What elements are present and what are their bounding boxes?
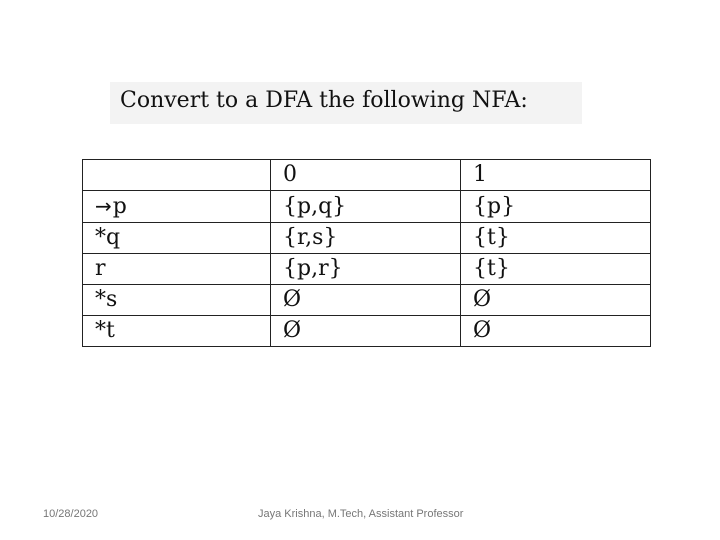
state-cell: *q	[83, 223, 271, 254]
table-row	[83, 223, 651, 254]
table-row	[83, 191, 651, 223]
transition-cell-0: Ø	[271, 316, 461, 347]
state-cell: *s	[83, 285, 271, 316]
header-cell-input-0: 0	[271, 160, 461, 191]
slide-title: Convert to a DFA the following NFA:	[120, 88, 528, 113]
table-header-row	[83, 160, 651, 191]
transition-cell-0: Ø	[271, 285, 461, 316]
header-cell-input-1: 1	[461, 160, 651, 191]
state-label: p	[112, 194, 127, 219]
table-row	[83, 254, 651, 285]
transition-cell-1: {t}	[461, 223, 651, 254]
state-cell: r	[83, 254, 271, 285]
footer-date: 10/28/2020	[43, 508, 99, 520]
transition-cell-0: {r,s}	[271, 223, 461, 254]
title-box	[110, 82, 582, 124]
state-cell	[83, 191, 271, 223]
transition-cell-0: {p,q}	[271, 191, 461, 223]
transition-cell-1: Ø	[461, 316, 651, 347]
footer-author: Jaya Krishna, M.Tech, Assistant Professor	[258, 508, 464, 520]
header-cell-state	[83, 160, 271, 191]
transition-cell-1: Ø	[461, 285, 651, 316]
table-row	[83, 285, 651, 316]
nfa-transition-table	[82, 159, 651, 347]
transition-cell-1: {t}	[461, 254, 651, 285]
arrow-right-icon: →	[95, 194, 112, 218]
transition-cell-0: {p,r}	[271, 254, 461, 285]
state-cell: *t	[83, 316, 271, 347]
transition-cell-1: {p}	[461, 191, 651, 223]
table-row	[83, 316, 651, 347]
